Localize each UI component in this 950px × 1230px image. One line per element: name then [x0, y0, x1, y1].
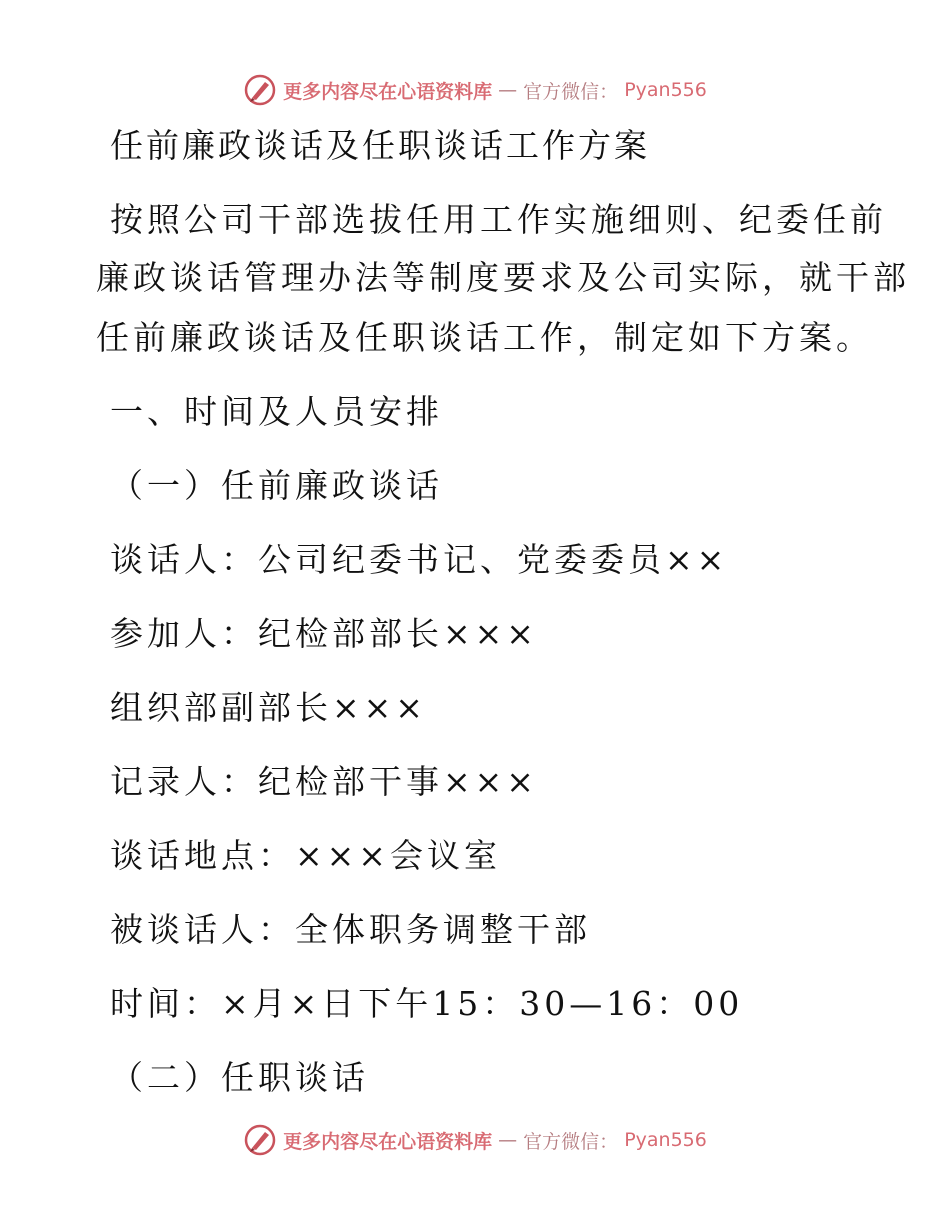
- watermark-brand-text: 更多内容尽在心语资料库: [283, 1130, 493, 1153]
- watermark-wechat-id: Pyan556: [624, 1129, 707, 1151]
- watermark-footer: [0, 1120, 950, 1160]
- watermark-header: [0, 70, 950, 110]
- subsection-1-heading: （一）任前廉政谈话: [110, 466, 443, 505]
- field-recorder: 记录人：纪检部干事×××: [110, 762, 538, 801]
- field-time: 时间：×月×日下午15：30—16：00: [110, 984, 744, 1023]
- watermark-separator: —: [498, 79, 518, 101]
- watermark-separator: —: [498, 1129, 518, 1151]
- document-title: 任前廉政谈话及任职谈话工作方案: [110, 126, 650, 165]
- feather-pen-icon: [243, 1123, 277, 1157]
- feather-pen-icon: [243, 73, 277, 107]
- field-talker: 谈话人：公司纪委书记、党委委员××: [110, 540, 729, 579]
- section-1-heading: 一、时间及人员安排: [110, 392, 443, 431]
- field-participant: 参加人：纪检部部长×××: [110, 614, 538, 653]
- watermark-official-text: 官方微信：: [523, 1130, 619, 1153]
- subsection-2-heading: （二）任职谈话: [110, 1058, 369, 1097]
- watermark-brand-text: 更多内容尽在心语资料库: [283, 80, 493, 103]
- watermark-wechat-id: Pyan556: [624, 79, 707, 101]
- field-interviewee: 被谈话人：全体职务调整干部: [110, 910, 591, 949]
- intro-line-3: 任前廉政谈话及任职谈话工作，制定如下方案。: [96, 318, 873, 357]
- field-participant-2: 组织部副部长×××: [110, 688, 427, 727]
- intro-line-2: 廉政谈话管理办法等制度要求及公司实际，就干部: [96, 258, 910, 297]
- field-location: 谈话地点：×××会议室: [110, 836, 501, 875]
- intro-line-1: 按照公司干部选拔任用工作实施细则、纪委任前: [110, 200, 887, 239]
- watermark-official-text: 官方微信：: [523, 80, 619, 103]
